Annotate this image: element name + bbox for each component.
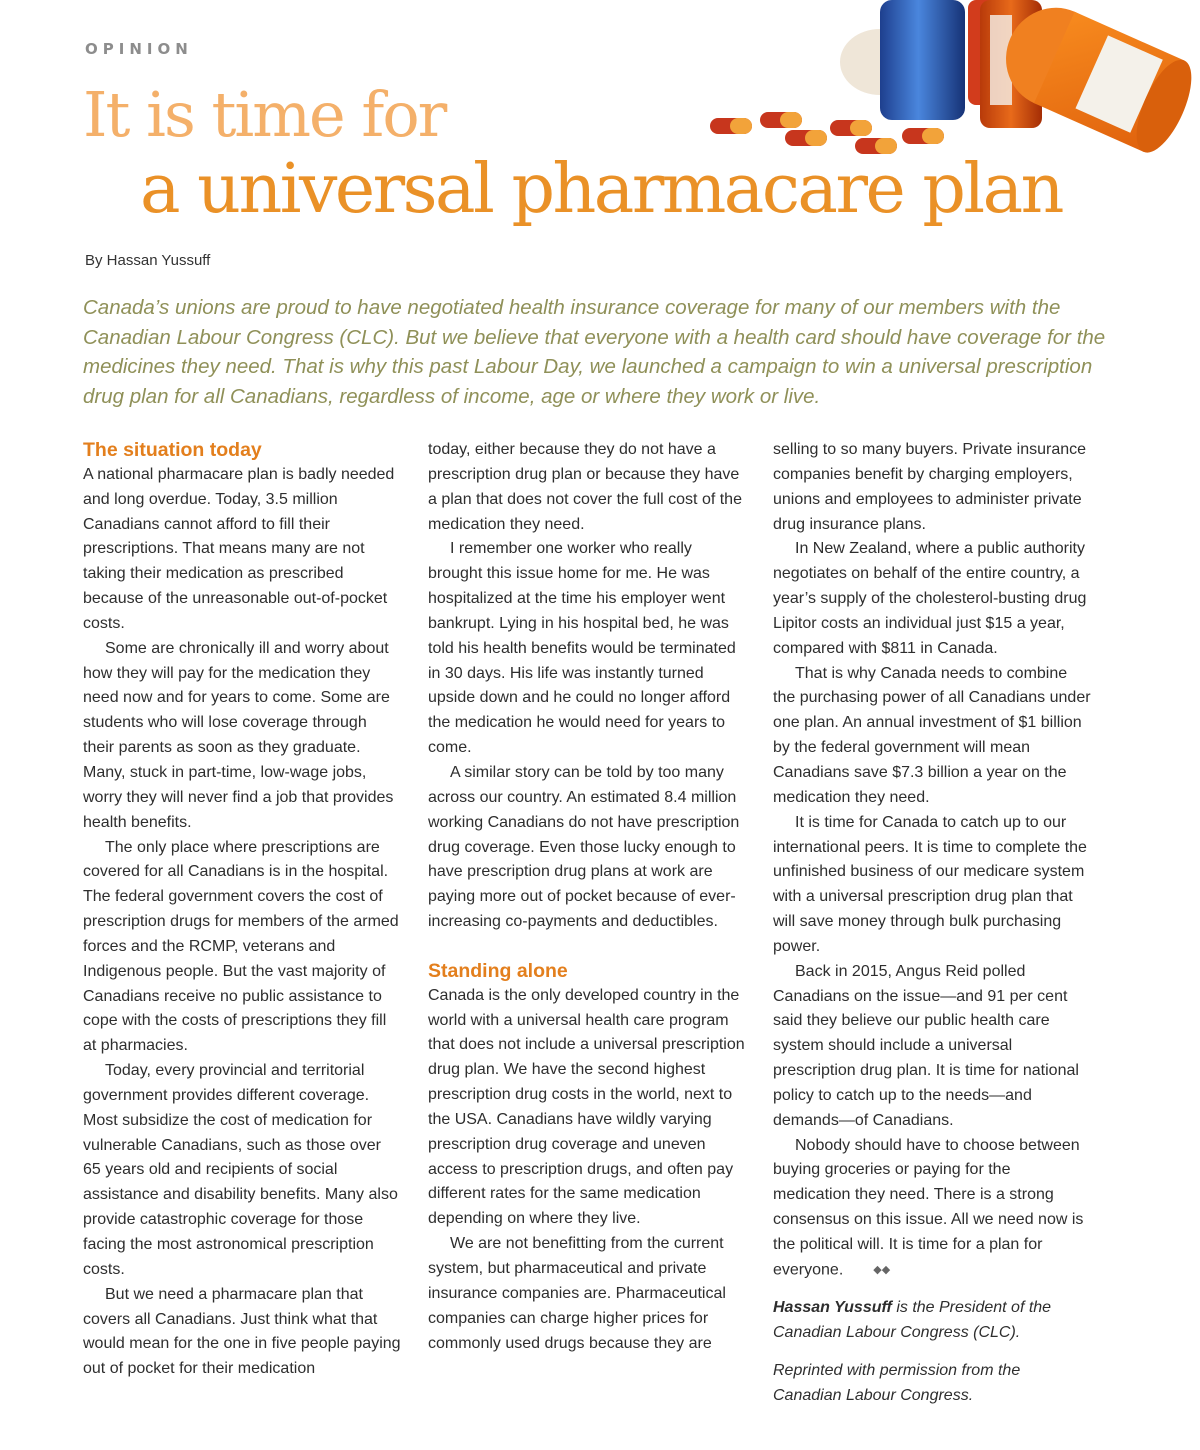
headline-line-1: It is time for [83, 78, 446, 151]
end-mark-icon: ◆◆ [873, 1263, 891, 1276]
author-bio [773, 1296, 1091, 1346]
paragraph: Some are chronically ill and worry about how they will pay for the medication they need now and for years to come. Some are students who will lose coverage through their parents as soon as they graduate. Many, stuck in part-time, low-wage jobs, worry they will never find a job that provides health benefits. [83, 639, 394, 831]
subheading-situation-today: The situation today [83, 439, 262, 461]
closing-text: Nobody should have to choose between buying groceries or paying for the medication they need. There is a strong consensus on this issue. All we need now is the political will. It is time for a plan for everyone. [773, 1136, 1084, 1279]
paragraph: Back in 2015, Angus Reid polled Canadians on the issue—and 91 per cent said they believe our public health care system should include a universal prescription drug plan. It is time for national policy to catch up to the needs—and demands—of Canadians. [773, 962, 1079, 1129]
author-name: Hassan Yussuff [773, 1299, 892, 1317]
article-column-2 [428, 438, 746, 1356]
paragraph [773, 1134, 1091, 1284]
paragraph: A similar story can be told by too many across our country. An estimated 8.4 million working Canadians do not have prescription drug coverage. Even those lucky enough to have prescription drug plans at work are paying more out of pocket because of ever-increasing co-payments and deductibles. [428, 763, 740, 931]
author-bio-text: is the President of the Canadian Labour Congress (CLC). [773, 1299, 1052, 1342]
paragraph: We are not benefitting from the current system, but pharmaceutical and private insurance companies are. Pharmaceutical companies can charge higher prices for commonly used drugs because they are [428, 1235, 726, 1352]
byline: By Hassan Yussuff [85, 252, 211, 269]
paragraph: today, either because they do not have a prescription drug plan or because they have a plan that does not cover the full cost of the medication they need. [428, 441, 742, 533]
headline-line-2: a universal pharmacare plan [140, 150, 1062, 229]
paragraph: Today, every provincial and territorial government provides different coverage. Most subsidize the cost of medication for vulnerable Canadians, such as those over 65 years old and recipients of social assistance and disability benefits. Many also provide catastrophic coverage for those facing the most astronomical prescription costs. [83, 1062, 398, 1278]
paragraph: In New Zealand, where a public authority negotiates on behalf of the entire country, a year’s supply of the cholesterol-busting drug Lipitor costs an individual just $15 a year, compared with $811 in Canada. [773, 540, 1087, 657]
article-column-1 [83, 438, 401, 1382]
paragraph: The only place where prescriptions are covered for all Canadians is in the hospital. The federal government covers the cost of prescription drugs for members of the armed forces and the RCMP, veterans and Indigenous people. But the vast majority of Canadians receive no public assistance to cope with the costs of prescriptions they fill at pharmacies. [83, 838, 399, 1055]
paragraph: I remember one worker who really brought this issue home for me. He was hospitalized at the time his employer went bankrupt. Lying in his hospital bed, he was told his health benefits would be terminated in 30 days. His life was instantly turned upside down and he could no longer afford the medication he would need for years to come. [428, 540, 736, 757]
lede-paragraph: Canada’s unions are proud to have negotiated health insurance coverage for many of our members with the Canadian Labour Congress (CLC). But we believe that everyone with a health card should have coverage for the medicines they need. That is why this past Labour Day, we launched a campaign to win a universal prescription drug plan for all Canadians, regardless of income, age or where they work or live. [83, 296, 1106, 408]
paragraph: But we need a pharmacare plan that covers all Canadians. Just think what that would mean for the one in five people paying out of pocket for their medication [83, 1285, 401, 1378]
paragraph: A national pharmacare plan is badly needed and long overdue. Today, 3.5 million Canadians cannot afford to fill their prescriptions. That means many are not taking their medication as prescribed because of the unreasonable out-of-pocket costs. [83, 465, 395, 632]
paragraph: selling to so many buyers. Private insurance companies benefit by charging employers, unions and employees to administer private drug insurance plans. [773, 441, 1087, 533]
section-label: OPINION [85, 40, 193, 58]
pills-and-bottles-photo [690, 0, 1200, 170]
article-column-3 [773, 438, 1091, 1409]
paragraph: Canada is the only developed country in the world with a universal health care program that does not include a universal prescription drug plan. We have the second highest prescription drug costs in the world, next to the USA. Canadians have wildly varying prescription drug coverage and uneven access to prescription drugs, and often pay different rates for the same medication depending on where they live. [428, 986, 745, 1228]
subheading-standing-alone: Standing alone [428, 959, 568, 982]
reprint-credit: Reprinted with permission from the Canadian Labour Congress. [773, 1362, 1021, 1404]
paragraph: It is time for Canada to catch up to our international peers. It is time to complete the unfinished business of our medicare system with a universal prescription drug plan that will save money through bulk purchasing power. [773, 813, 1087, 955]
paragraph: That is why Canada needs to combine the purchasing power of all Canadians under one plan. An annual investment of $1 billion by the federal government will mean Canadians save $7.3 billion a year on the medication they need. [773, 664, 1091, 806]
